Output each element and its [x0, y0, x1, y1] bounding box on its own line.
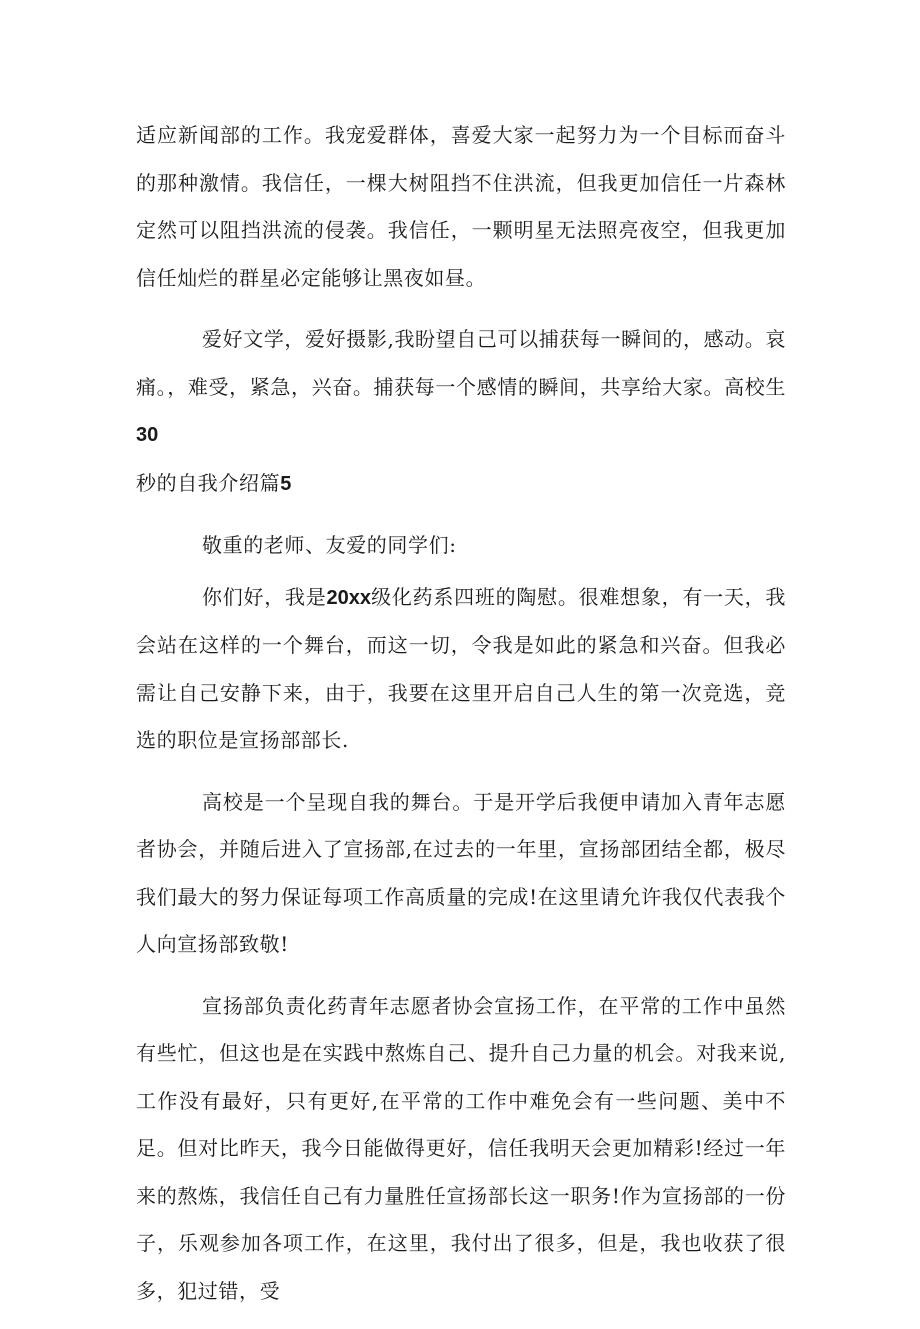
paragraph-4 [136, 574, 786, 765]
greeting-text: 敬重的老师、友爱的同学们: [202, 533, 457, 557]
paragraph-3-greeting [136, 522, 786, 570]
paragraph-2-number-5: 5 [280, 472, 292, 495]
paragraph-6-text: 宣扬部负责化药青年志愿者协会宣扬工作，在平常的工作中虽然有些忙，但这也是在实践中熬炼自己、提升自己力量的机会。对我来说,工作没有最好，只有更好,在平常的工作中难免会有一些问题、美中不足。但对比昨天，我今日能做得更好，信任我明天会更加精彩!经过一年来的熬炼，我信任自己有力量胜任宣扬部长这一职务!作为宣扬部的一份子，乐观参加各项工作，在这里，我付出了很多，但是，我也收获了很多，犯过错，受 [136, 993, 786, 1303]
paragraph-4-text-b: 级化药系四班的陶慰。很难想象，有一天，我会站在这样的一个舞台，而这一切，令我是如此的紧急和兴奋。但我必需让自己安静下来，由于，我要在这里开启自己人生的第一次竞选，竞选的职位是宣扬部部长. [136, 584, 786, 752]
paragraph-4-text-a: 你们好，我是 [202, 584, 327, 609]
paragraph-6 [136, 983, 786, 1316]
paragraph-2-number-30: 30 [136, 424, 159, 446]
paragraph-1 [136, 112, 786, 302]
paragraph-2 [136, 316, 786, 508]
paragraph-2-text-a: 爱好文学，爱好摄影,我盼望自己可以捕获每一瞬间的，感动。哀痛。，难受，紧急，兴奋。捕获每一个感情的瞬间，共享给大家。高校生 [136, 327, 786, 399]
paragraph-4-year: 20xx [326, 586, 371, 609]
paragraph-1-text: 适应新闻部的工作。我宠爱群体，喜爱大家一起努力为一个目标而奋斗的那种激情。我信任，一棵大树阻挡不住洪流，但我更加信任一片森林定然可以阻挡洪流的侵袭。我信任，一颗明星无法照亮夜空，但我更加信任灿烂的群星必定能够让黑夜如昼。 [136, 123, 786, 290]
paragraph-2-text-b: 秒的自我介绍篇 [136, 470, 281, 495]
document-body [136, 112, 786, 1329]
paragraph-5-text: 高校是一个呈现自我的舞台。于是开学后我便申请加入青年志愿者协会，并随后进入了宣扬部,在过去的一年里，宣扬部团结全都，极尽我们最大的努力保证每项工作高质量的完成!在这里请允许我仅代表我个人向宣扬部致敬! [136, 789, 786, 956]
paragraph-5 [136, 779, 786, 969]
